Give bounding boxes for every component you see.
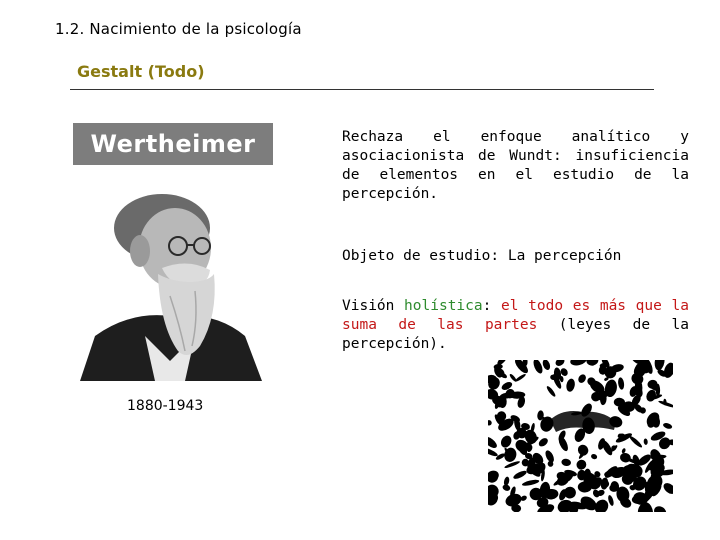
years-label: 1880-1943 <box>127 398 204 414</box>
portrait-photo <box>70 186 265 381</box>
holistic-term: holística <box>404 298 483 314</box>
paragraph-critique: Rechaza el enfoque analítico y asociacionista de Wundt: insuficiencia de elementos en el estudio de la percepción. <box>342 129 689 202</box>
breadcrumb: 1.2. Nacimiento de la psicología <box>55 20 302 38</box>
paragraph-holistic <box>342 297 689 354</box>
parts-term: partes <box>484 317 538 333</box>
whole-phrase: el todo es más que la suma de las <box>342 298 689 333</box>
parts-space <box>463 317 484 333</box>
laws-tail: (leyes de la percepción). <box>342 317 690 352</box>
title-divider <box>70 89 654 90</box>
dalmatian-illusion <box>488 360 673 512</box>
holistic-colon: : <box>482 298 502 314</box>
section-title: Gestalt (Todo) <box>77 62 205 81</box>
paragraph-object: Objeto de estudio: La percepción <box>342 248 622 264</box>
holistic-lead: Visión <box>342 298 405 314</box>
name-label: Wertheimer <box>73 123 273 165</box>
